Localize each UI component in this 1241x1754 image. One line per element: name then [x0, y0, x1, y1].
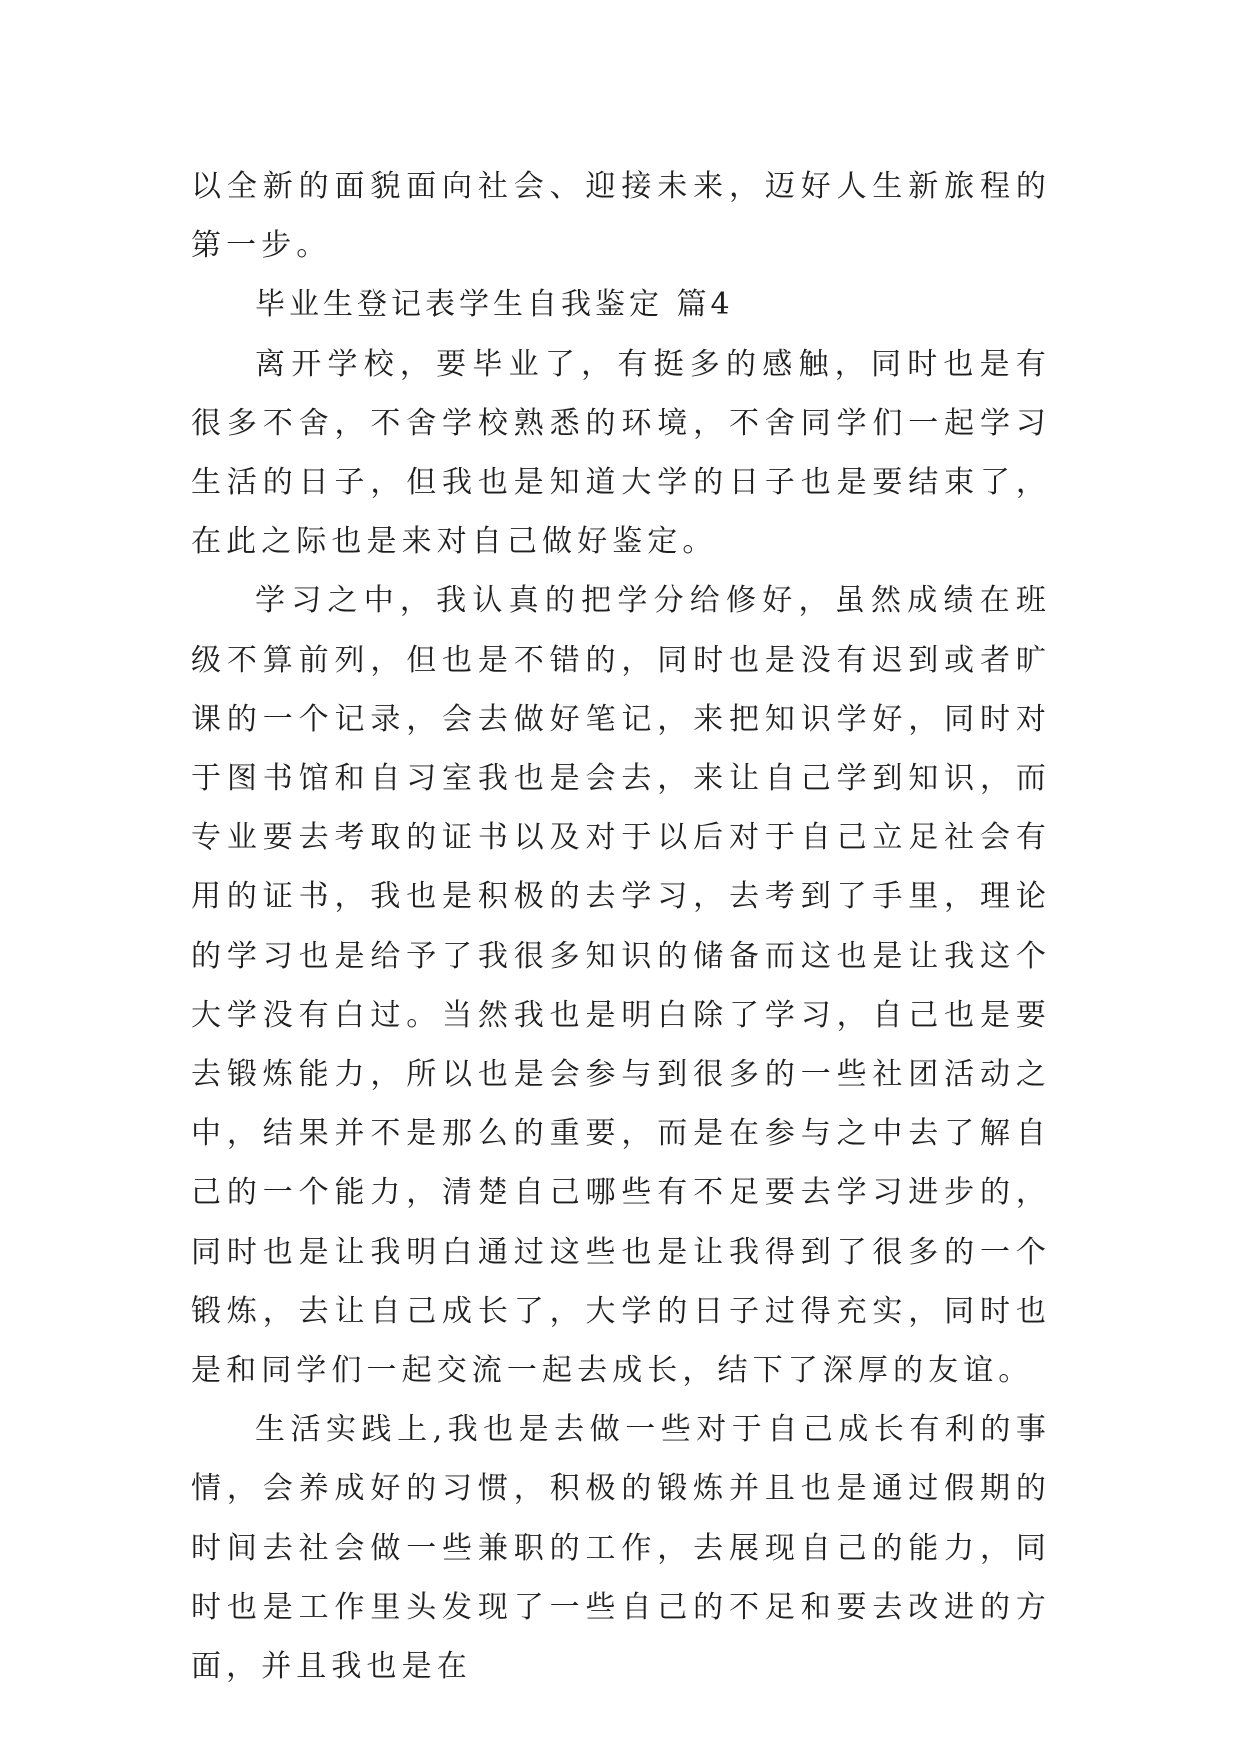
- continued-paragraph: 以全新的面貌面向社会、迎接未来，迈好人生新旅程的第一步。: [191, 169, 1051, 264]
- paragraph-study: 学习之中，我认真的把学分给修好，虽然成绩在班级不算前列，但也是不错的，同时也是没有迟到或者旷课的一个记录，会去做好笔记，来把知识学好，同时对于图书馆和自习室我也是会去，来让自己学到知识，而专业要去考取的证书以及对于以后对于自己立足社会有用的证书，我也是积极的去学习，去考到了手里，理论的学习也是给予了我很多知识的储备而这也是让我这个大学没有白过。当然我也是明白除了学习，自己也是要去锻炼能力，所以也是会参与到很多的一些社团活动之中，结果并不是那么的重要，而是在参与之中去了解自己的一个能力，清楚自己哪些有不足要去学习进步的，同时也是让我明白通过这些也是让我得到了很多的一个锻炼，去让自己成长了，大学的日子过得充实，同时也是和同学们一起交流一起去成长，结下了深厚的友谊。: [191, 583, 1051, 1389]
- paragraph-leaving-school: 离开学校，要毕业了，有挺多的感触，同时也是有很多不舍，不舍学校熟悉的环境，不舍同学们一起学习生活的日子，但我也是知道大学的日子也是要结束了，在此之际也是来对自己做好鉴定。: [191, 346, 1051, 560]
- document-page: [191, 157, 1051, 1696]
- paragraph-life-practice: 生活实践上,我也是去做一些对于自己成长有利的事情，会养成好的习惯，积极的锻炼并且也是通过假期的时间去社会做一些兼职的工作，去展现自己的能力，同时也是工作里头发现了一些自己的不足和要去改进的方面，并且我也是在: [191, 1412, 1051, 1685]
- section-heading: 毕业生登记表学生自我鉴定 篇4: [255, 287, 734, 323]
